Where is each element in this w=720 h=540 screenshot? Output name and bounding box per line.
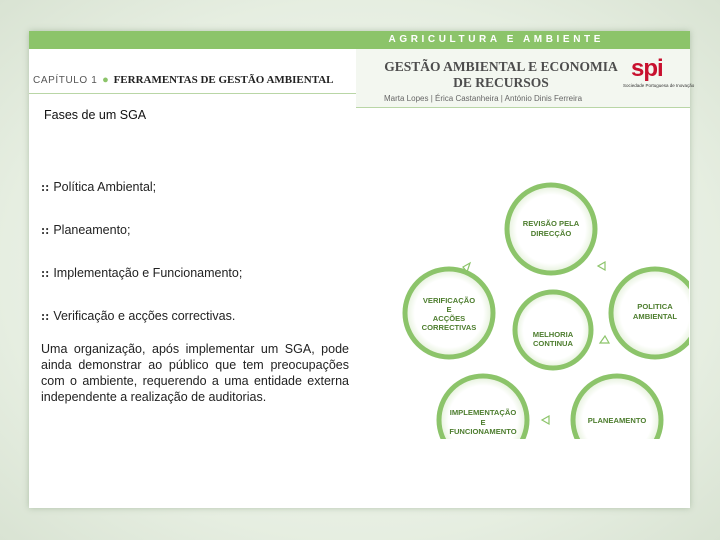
bullet-marker: :: [41, 223, 50, 237]
arrow-icon [542, 416, 549, 424]
bullet-item [41, 180, 156, 195]
node-text: REVISÃO PELA [522, 219, 580, 228]
node-text: FUNCIONAMENTO [449, 427, 517, 436]
logo-mark: spi [631, 55, 663, 82]
node-revisao [507, 185, 595, 273]
node-text: DIRECÇÃO [530, 229, 572, 238]
bullet-text: Planeamento; [53, 223, 131, 237]
bullet-item [41, 266, 242, 281]
node-text: CONTINUA [532, 339, 574, 348]
node-text: VERIFICAÇÃO [422, 296, 476, 305]
band-text: AGRICULTURA E AMBIENTE [388, 34, 604, 45]
section-title: Fases de um SGA [44, 108, 147, 122]
bullet-item [41, 223, 130, 238]
sga-cycle-diagram [369, 149, 689, 439]
bullet-text: Implementação e Funcionamento; [53, 266, 243, 280]
node-text: ACÇÕES [432, 314, 466, 323]
arrow-icon [598, 262, 605, 270]
logo-tagline: Sociedade Portuguesa de Inovação [623, 83, 695, 88]
chapter-line [33, 74, 334, 86]
node-text: MELHORIA [532, 330, 574, 339]
spi-logo [621, 55, 695, 89]
bullet-marker: :: [41, 180, 50, 194]
node-text: AMBIENTAL [632, 312, 678, 321]
node-text: E [446, 305, 452, 314]
book-title-line-2: DE RECURSOS [453, 75, 549, 90]
chapter-header [29, 49, 357, 94]
chapter-label: CAPÍTULO 1 [33, 75, 98, 86]
book-header [356, 49, 695, 108]
chapter-title: FERRAMENTAS DE GESTÃO AMBIENTAL [113, 74, 334, 86]
node-politica [611, 269, 689, 357]
bullet-text: Verificação e acções correctivas. [53, 309, 236, 323]
bullet-marker: :: [41, 266, 50, 280]
node-planeamento [573, 376, 661, 439]
authors: Marta Lopes | Érica Castanheira | António Dinis Ferreira [384, 94, 583, 103]
node-text: IMPLEMENTAÇÃO [449, 408, 517, 417]
arrow-icon [600, 336, 609, 343]
top-band [29, 31, 690, 49]
node-text: E [480, 418, 486, 427]
bullet-item [41, 309, 235, 324]
node-text: POLITICA [637, 302, 673, 311]
node-melhoria [515, 292, 591, 368]
bullet-text: Política Ambiental; [53, 180, 157, 194]
book-title [381, 59, 621, 91]
node-verificacao [405, 269, 493, 357]
bullet-dot-icon: ● [102, 74, 109, 86]
book-title-line-1: GESTÃO AMBIENTAL E ECONOMIA [384, 59, 618, 74]
node-text: CORRECTIVAS [421, 323, 477, 332]
body-paragraph: Uma organização, após implementar um SGA, pode ainda demonstrar ao público que tem preocupações com o ambiente, requerendo a uma entidade externa independente a realização de auditorias. [41, 342, 349, 404]
node-text: PLANEAMENTO [587, 416, 647, 425]
bullet-marker: :: [41, 309, 50, 323]
node-implementacao [439, 376, 527, 439]
slide [29, 31, 695, 508]
